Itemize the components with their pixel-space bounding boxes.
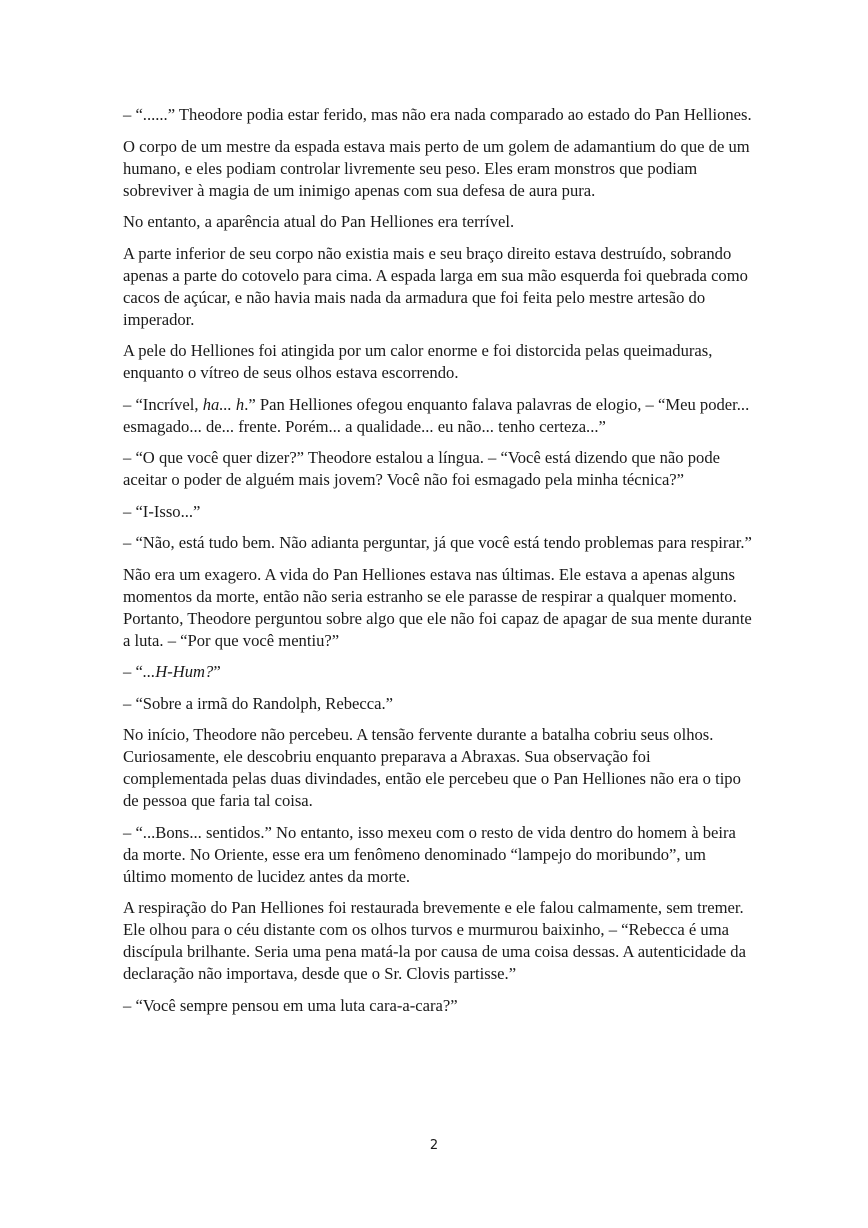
paragraph: – “Sobre a irmã do Randolph, Rebecca.” (123, 693, 394, 713)
paragraph: No entanto, a aparência atual do Pan Helliones era terrível. (123, 212, 515, 231)
text-run: ” (213, 662, 221, 681)
paragraph: – “Você sempre pensou em uma luta cara-a-cara?” (123, 995, 458, 1015)
italic-text: ha... h (202, 394, 245, 414)
paragraph (123, 661, 753, 683)
page-number: 2 (429, 1138, 439, 1153)
paragraph: – “O que você quer dizer?” Theodore estalou a língua. – “Você está dizendo que não pode aceitar o poder de alguém mais jovem? Você não foi esmagado pela minha técnica?” (123, 448, 720, 489)
paragraph: O corpo de um mestre da espada estava mais perto de um golem de adamantium do que de um humano, e eles podiam controlar livremente seu peso. Eles eram monstros que podiam sobreviver à magia de um inimigo apenas com sua defesa de aura pura. (123, 136, 750, 200)
text-run: – “ (123, 662, 143, 681)
paragraph: A pele do Helliones foi atingida por um calor enorme e foi distorcida pelas queimaduras, enquanto o vítreo de seus olhos estava escorrendo. (123, 341, 713, 382)
paragraph: – “I-Isso...” (123, 501, 201, 521)
italic-text: ...H-Hum? (142, 662, 214, 681)
text-run: – “Incrível, (123, 394, 203, 414)
paragraph: A parte inferior de seu corpo não existia mais e seu braço direito estava destruído, sobrando apenas a parte do cotovelo para cima. A espada larga em sua mão esquerda foi quebrada como cacos de açúcar, e não havia mais nada da armadura que foi feita pelo mestre artesão do imperador. (123, 243, 748, 329)
paragraph: Não era um exagero. A vida do Pan Helliones estava nas últimas. Ele estava a apenas alguns momentos da morte, então não seria estranho se ele parasse de respirar a qualquer momento. Portanto, Theodore perguntou sobre algo que ele não foi capaz de apagar de sua mente durante a luta. – “Por que você mentiu?” (123, 564, 752, 650)
paragraph: – “......” Theodore podia estar ferido, mas não era nada comparado ao estado do Pan Helliones. (123, 105, 752, 124)
text-run: .” Pan Helliones ofegou enquanto falava palavras de elogio, – “Meu poder... esmagado... de... frente. Porém... a qualidade... eu não... tenho certeza...” (123, 394, 750, 436)
paragraph: – “Não, está tudo bem. Não adianta perguntar, já que você está tendo problemas para respirar.” (123, 533, 752, 552)
paragraph: – “...Bons... sentidos.” No entanto, isso mexeu com o resto de vida dentro do homem à beira da morte. No Oriente, esse era um fenômeno denominado “lampejo do moribundo”, um último momento de lucidez antes da morte. (123, 822, 736, 886)
paragraph: No início, Theodore não percebeu. A tensão fervente durante a batalha cobriu seus olhos. Curiosamente, ele descobriu enquanto preparava a Abraxas. Sua observação foi complementada pelas duas divindades, então ele percebeu que o Pan Helliones não era o tipo de pessoa que faria tal coisa. (123, 725, 741, 810)
paragraph: A respiração do Pan Helliones foi restaurada brevemente e ele falou calmamente, sem tremer. Ele olhou para o céu distante com os olhos turvos e murmurou baixinho, – “Rebecca é uma discípula brilhante. Seria uma pena matá-la por causa de uma coisa dessas. A autenticidade da declaração não importava, desde que o Sr. Clovis partisse.” (123, 898, 746, 983)
page-body (123, 104, 753, 1026)
paragraph (123, 394, 753, 438)
